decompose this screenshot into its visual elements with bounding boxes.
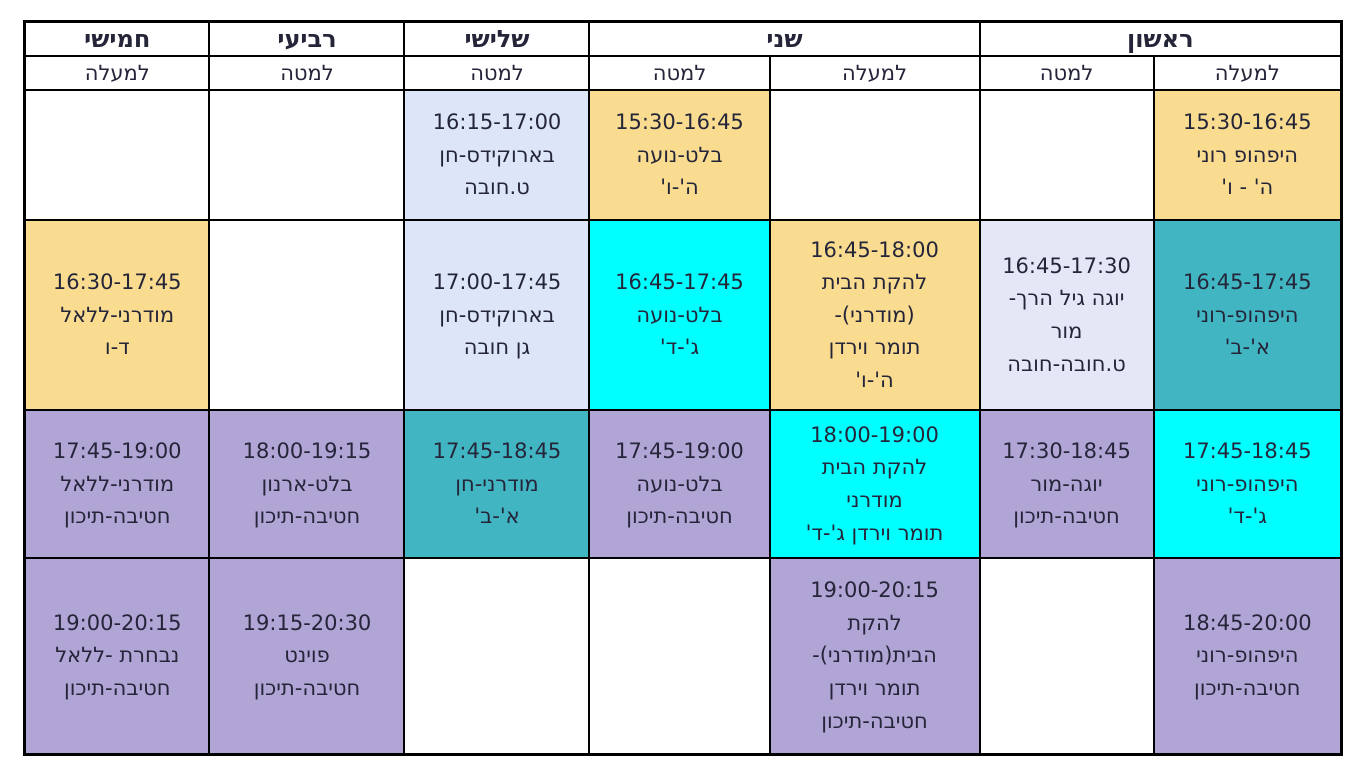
cell-text-line: היפהופ-רוני — [1196, 643, 1299, 668]
day-header-sunday: ראשון — [980, 22, 1342, 57]
cell-thursday-up-r3 — [24, 410, 209, 558]
cell-text-line: א'-ב' — [1224, 335, 1270, 360]
cell-text-line: בארוקידס-חן — [439, 142, 555, 167]
subheader-sunday-down: למטה — [980, 56, 1154, 90]
cell-text-line: ט.חובה — [464, 175, 530, 200]
cell-text-line: חטיבה-תיכון — [1194, 676, 1301, 701]
cell-thursday-up-r1 — [24, 90, 209, 220]
cell-time: 17:45-18:45 — [432, 439, 562, 464]
cell-text-line: חטיבה-תיכון — [626, 504, 733, 529]
cell-tuesday-down-r3 — [404, 410, 589, 558]
cell-sunday-up-r1 — [1154, 90, 1342, 220]
cell-time: 18:45-20:00 — [1182, 610, 1312, 635]
cell-time: 19:00-20:15 — [52, 610, 182, 635]
cell-text-line: להקת — [847, 610, 902, 635]
cell-text-line: היפהופ-רוני — [1196, 471, 1299, 496]
cell-sunday-down-r2 — [980, 220, 1154, 410]
cell-sunday-up-r2 — [1154, 220, 1342, 410]
cell-text-line: מודרני-ללאל — [60, 302, 175, 327]
cell-text-line: חטיבה-תיכון — [821, 708, 928, 733]
cell-time: 17:45-19:00 — [52, 439, 182, 464]
cell-text-line: א'-ב' — [474, 504, 520, 529]
cell-text-line: בלט-נועה — [636, 142, 723, 167]
subheader-monday-up: למעלה — [770, 56, 980, 90]
schedule-row-4 — [24, 558, 1341, 754]
subheader-thursday-up: למעלה — [24, 56, 209, 90]
cell-text-line: יוגה-מור — [1030, 471, 1103, 496]
cell-monday-down-r3 — [589, 410, 769, 558]
cell-text-line: ד-ו — [104, 335, 130, 360]
cell-text-line: חטיבה-תיכון — [63, 504, 171, 529]
cell-wednesday-down-r1 — [209, 90, 404, 220]
cell-text-line: גן חובה — [463, 335, 531, 360]
cell-text-line: מודרני-חן — [455, 471, 539, 496]
cell-text-line: תומר וירדן ג'-ד' — [805, 520, 944, 545]
cell-monday-up-r1 — [770, 90, 980, 220]
cell-wednesday-down-r4 — [209, 558, 404, 754]
cell-time: 19:00-20:15 — [810, 578, 939, 603]
cell-time: 17:30-18:45 — [1002, 439, 1131, 464]
cell-text-line: תומר וירדן — [828, 676, 921, 701]
cell-time: 16:45-17:30 — [1002, 253, 1131, 278]
subheader-tuesday-down: למטה — [404, 56, 589, 90]
cell-text-line: בלט-נועה — [636, 471, 723, 496]
schedule-row-3 — [24, 410, 1341, 558]
cell-text-line: בלט-ארנון — [261, 471, 353, 496]
cell-text-line: להקת הבית — [821, 455, 928, 480]
cell-text-line: יוגה גיל הרך- — [1008, 286, 1125, 311]
schedule-header — [24, 22, 1341, 91]
cell-time: 16:45-18:00 — [810, 237, 939, 262]
cell-text-line: ג'-ד' — [1227, 504, 1267, 529]
cell-sunday-down-r4 — [980, 558, 1154, 754]
cell-thursday-up-r2 — [24, 220, 209, 410]
cell-time: 18:00-19:15 — [242, 439, 372, 464]
cell-sunday-down-r3 — [980, 410, 1154, 558]
cell-time: 15:30-16:45 — [615, 110, 744, 135]
cell-monday-down-r4 — [589, 558, 769, 754]
cell-text-line: בארוקידס-חן — [439, 302, 555, 327]
cell-monday-up-r4 — [770, 558, 980, 754]
cell-monday-up-r2 — [770, 220, 980, 410]
cell-monday-down-r1 — [589, 90, 769, 220]
day-header-wednesday: רביעי — [209, 22, 404, 57]
cell-time: 17:00-17:45 — [432, 270, 562, 295]
subheader-wednesday-down: למטה — [209, 56, 404, 90]
cell-time: 16:30-17:45 — [52, 270, 182, 295]
cell-sunday-down-r1 — [980, 90, 1154, 220]
schedule-row-1 — [24, 90, 1341, 220]
cell-text-line: ה'-ו' — [660, 175, 699, 200]
cell-text-line: חטיבה-תיכון — [253, 504, 361, 529]
cell-text-line: (מודרני)- — [834, 302, 915, 327]
cell-wednesday-down-r3 — [209, 410, 404, 558]
cell-text-line: נבחרת -ללאל — [55, 643, 180, 668]
cell-text-line: חטיבה-תיכון — [253, 676, 361, 701]
cell-time: 17:45-18:45 — [1182, 439, 1312, 464]
day-header-tuesday: שלישי — [404, 22, 589, 57]
day-header-monday: שני — [589, 22, 979, 57]
cell-time: 16:15-17:00 — [432, 110, 562, 135]
cell-text-line: ג'-ד' — [659, 335, 700, 360]
cell-text-line: בלט-נועה — [636, 302, 723, 327]
cell-text-line: ט.חובה-חובה — [1007, 351, 1126, 376]
cell-text-line: מודרני-ללאל — [60, 471, 175, 496]
cell-text-line: חטיבה-תיכון — [63, 676, 171, 701]
cell-text-line: פוינט — [284, 643, 330, 668]
schedule-body — [24, 90, 1341, 754]
cell-text-line: ה' - ו' — [1221, 175, 1274, 200]
cell-text-line: תומר וירדן — [828, 335, 921, 360]
cell-text-line: היפהופ רוני — [1196, 142, 1298, 167]
cell-text-line: חטיבה-תיכון — [1013, 504, 1120, 529]
cell-time: 15:30-16:45 — [1182, 110, 1312, 135]
cell-text-line: מור — [1050, 319, 1083, 343]
cell-monday-up-r3 — [770, 410, 980, 558]
cell-text-line: מודרני — [846, 488, 903, 512]
cell-time: 19:15-20:30 — [242, 610, 372, 635]
cell-sunday-up-r4 — [1154, 558, 1342, 754]
cell-tuesday-down-r2 — [404, 220, 589, 410]
cell-sunday-up-r3 — [1154, 410, 1342, 558]
cell-tuesday-down-r4 — [404, 558, 589, 754]
weekly-schedule-table — [23, 20, 1343, 756]
subheader-sunday-up: למעלה — [1154, 56, 1342, 90]
cell-tuesday-down-r1 — [404, 90, 589, 220]
schedule-row-2 — [24, 220, 1341, 410]
cell-time: 18:00-19:00 — [810, 422, 939, 447]
cell-time: 16:45-17:45 — [615, 270, 744, 295]
cell-text-line: היפהופ-רוני — [1196, 302, 1299, 327]
cell-time: 16:45-17:45 — [1182, 270, 1312, 295]
cell-thursday-up-r4 — [24, 558, 209, 754]
cell-text-line: להקת הבית — [821, 270, 928, 295]
subheader-monday-down: למטה — [589, 56, 769, 90]
cell-wednesday-down-r2 — [209, 220, 404, 410]
cell-time: 17:45-19:00 — [615, 439, 744, 464]
day-header-thursday: חמישי — [24, 22, 209, 57]
cell-text-line: ה'-ו' — [855, 367, 894, 392]
cell-text-line: הבית(מודרני)- — [812, 643, 937, 668]
cell-monday-down-r2 — [589, 220, 769, 410]
